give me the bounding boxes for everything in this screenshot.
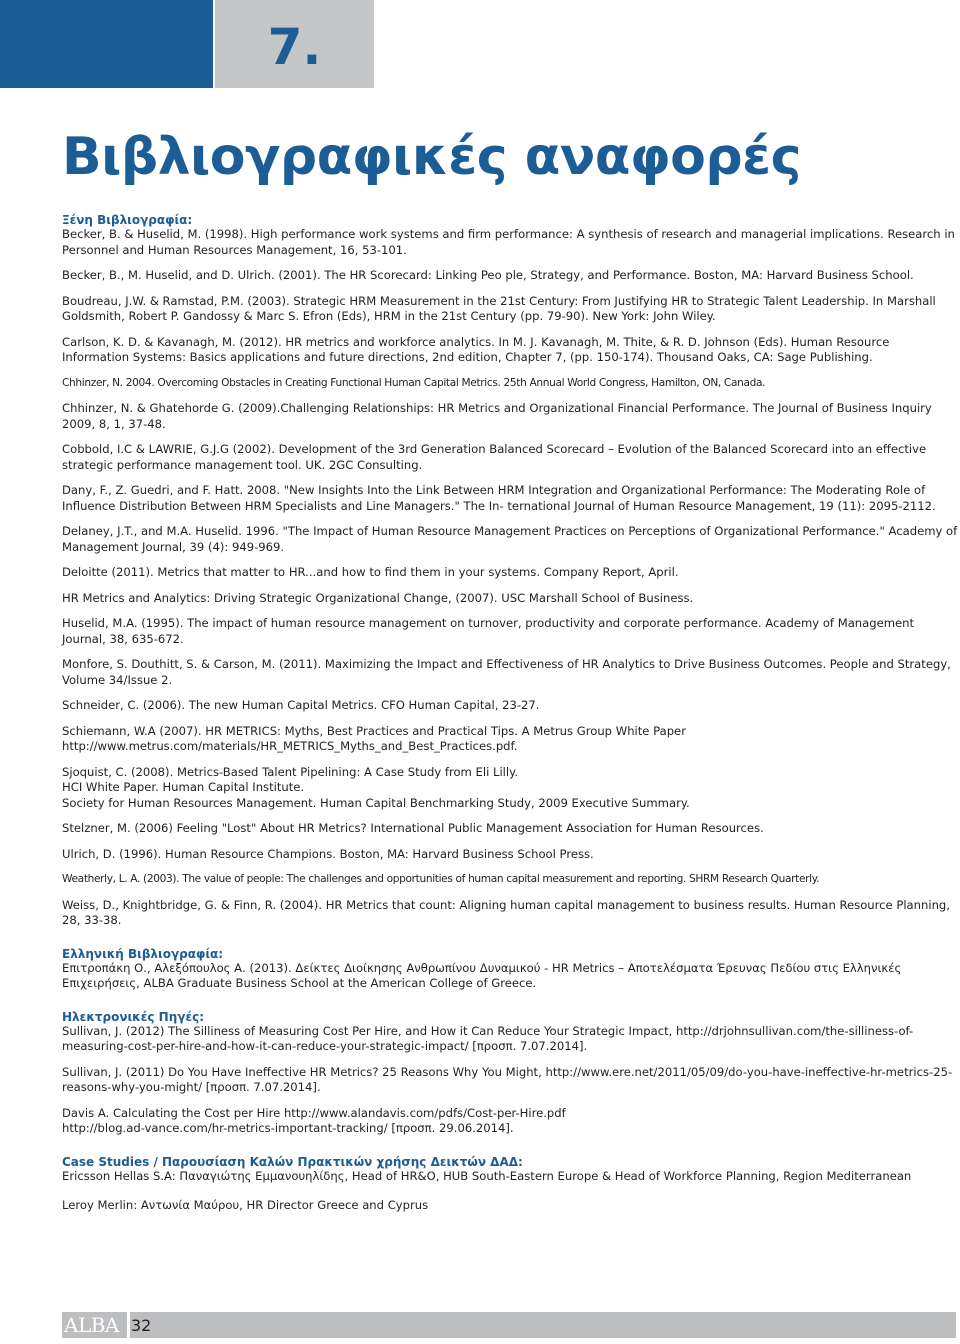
reference-item: Boudreau, J.W. & Ramstad, P.M. (2003). Strategic HRM Measurement in the 21st Century: From Justifying HR to Strategic Talent Leadership. In Marshall Goldsmith, Robert P. Gandossy & Marc S. Efron (Eds), HRM in the 21st Century (pp. 79-90). New York: John Wiley. [62, 293, 936, 323]
section-heading: Ελληνική Βιβλιογραφία: [62, 946, 224, 961]
reference-item: Επιτροπάκη Ο., Αλεξόπουλος Α. (2013). Δείκτες Διοίκησης Ανθρωπίνου Δυναμικού - HR Metrics – Αποτελέσματα Έρευνας Πεδίου στις Ελληνικές Επιχειρήσεις, ALBA Graduate Business School at the American College of Greece. [62, 960, 902, 990]
section-greek-bibliography [62, 947, 958, 992]
reference-item: Sullivan, J. (2011) Do You Have Ineffective HR Metrics? 25 Reasons Why You Might, http://www.ere.net/2011/05/09/do-you-have-ineffective-hr-metrics-25-reasons-why-you-might/ [προσπ. 7.07.2014]. [62, 1064, 953, 1094]
page-number: 32 [131, 1315, 152, 1335]
reference-item: Chhinzer, N. 2004. Overcoming Obstacles in Creating Functional Human Capital Metrics. 25th Annual World Congress, Hamilton, ON, Canada. [62, 376, 766, 389]
reference-item: Davis A. Calculating the Cost per Hire http://www.alandavis.com/pdfs/Cost-per-Hire.pdf [62, 1105, 566, 1120]
reference-item: Ericsson Hellas S.A: Παναγιώτης Εμμανουηλίδης, Head of HR&O, HUB South-Eastern Europe & Head of Workforce Planning, Region Mediterranean [62, 1168, 912, 1183]
section-heading: Ηλεκτρονικές Πηγές: [62, 1009, 205, 1024]
reference-item: Schiemann, W.A (2007). HR METRICS: Myths, Best Practices and Practical Tips. A Metrus Group White Paper http://www.metrus.com/materials/HR_METRICS_Myths_and_Best_Practices.pdf. [62, 723, 686, 753]
reference-item: Deloitte (2011). Metrics that matter to HR...and how to find them in your systems. Company Report, April. [62, 565, 679, 579]
reference-item: HCI White Paper. Human Capital Institute. [62, 780, 305, 794]
section-heading: Case Studies / Παρουσίαση Καλών Πρακτικών χρήσης Δεικτών ΔΑΔ: [62, 1154, 523, 1169]
alba-logo: ALBA [64, 1313, 119, 1337]
reference-item: Dany, F., Z. Guedri, and F. Hatt. 2008. "New Insights Into the Link Between HRM Integration and Organizational Performance: The Moderating Role of Influence Distribution Between HRM Specialists and Line Managers." The In- ternational Journal of Human Resource Management, 19 (11): 2095-2112. [62, 483, 936, 513]
reference-item: Sjoquist, C. (2008). Metrics-Based Talent Pipelining: A Case Study from Eli Lilly. [62, 764, 519, 779]
reference-item: Society for Human Resources Management. Human Capital Benchmarking Study, 2009 Executive Summary. [62, 795, 690, 810]
reference-item: Schneider, C. (2006). The new Human Capital Metrics. CFO Human Capital, 23-27. [62, 698, 540, 712]
reference-item: Stelzner, M. (2006) Feeling "Lost" About HR Metrics? International Public Management Association for Human Resources. [62, 821, 764, 835]
reference-item: http://blog.ad-vance.com/hr-metrics-important-tracking/ [προσπ. 29.06.2014]. [62, 1121, 514, 1135]
reference-item: Becker, B. & Huselid, M. (1998). High performance work systems and firm performance: A synthesis of research and managerial implications. Research in Personnel and Human Resources Management, 16, 53-101. [62, 227, 955, 257]
chapter-number: 7. [267, 18, 322, 76]
footer-bar [62, 1312, 956, 1338]
reference-item: Cobbold, I.C & LAWRIE, G.J.G (2002). Development of the 3rd Generation Balanced Scorecard – Evolution of the Balanced Scorecard into an effective strategic performance management tool. UK. 2GC Consulting. [62, 442, 927, 472]
reference-item: Leroy Merlin: Αντωνία Μαύρου, HR Director Greece and Cyprus [62, 1198, 429, 1212]
reference-item: Delaney, J.T., and M.A. Huselid. 1996. "The Impact of Human Resource Management Practices on Perceptions of Organizational Performance." Academy of Management Journal, 39 (4): 949-969. [62, 524, 958, 554]
reference-item: Sullivan, J. (2012) The Silliness of Measuring Cost Per Hire, and How it Can Reduce Your Strategic Impact, http://drjohnsullivan.com/the-silliness-of-measuring-cost-per-hire-and-how-it-can-reduce-your-strategic-impact/ [προσπ. 7.07.2014]. [62, 1023, 914, 1053]
reference-item: Monfore, S. Douthitt, S. & Carson, M. (2011). Maximizing the Impact and Effectiveness of HR Analytics to Drive Business Outcomes. People and Strategy, Volume 34/Issue 2. [62, 657, 951, 687]
reference-item: Ulrich, D. (1996). Human Resource Champions. Boston, MA: Harvard Business School Press. [62, 846, 594, 861]
reference-item: Carlson, K. D. & Kavanagh, M. (2012). HR metrics and workforce analytics. In M. J. Kavanagh, M. Thite, & R. D. Johnson (Eds). Human Resource Information Systems: Basics applications and future directions, 2nd edition, Chapter 7, (pp. 150-174). Thousand Oaks, CA: Sage Publishing. [62, 334, 890, 364]
reference-item: Weatherly, L. A. (2003). The value of people: The challenges and opportunities of human capital measurement and reporting. SHRM Research Quarterly. [62, 873, 820, 885]
footer-separator [127, 1312, 130, 1338]
section-foreign-bibliography [62, 213, 958, 929]
section-electronic-sources [62, 1010, 958, 1137]
section-case-studies [62, 1155, 958, 1214]
references-content [62, 213, 958, 1232]
reference-item: Huselid, M.A. (1995). The impact of human resource management on turnover, productivity and corporate performance. Academy of Management Journal, 38, 635-672. [62, 616, 915, 646]
header-blue-block [0, 0, 213, 88]
reference-item: Becker, B., M. Huselid, and D. Ulrich. (2001). The HR Scorecard: Linking Peo ple, Strategy, and Performance. Boston, MA: Harvard Business School. [62, 268, 914, 282]
page-title: Βιβλιογραφικές αναφορές [62, 127, 801, 187]
reference-item: Weiss, D., Knightbridge, G. & Finn, R. (2004). HR Metrics that count: Aligning human capital management to business results. Human Resource Planning, 28, 33-38. [62, 897, 950, 927]
reference-item: Chhinzer, N. & Ghatehorde G. (2009).Challenging Relationships: HR Metrics and Organizational Financial Performance. The Journal of Business Inquiry 2009, 8, 1, 37-48. [62, 401, 932, 431]
reference-item: HR Metrics and Analytics: Driving Strategic Organizational Change, (2007). USC Marshall School of Business. [62, 590, 694, 605]
section-heading: Ξένη Βιβλιογραφία: [62, 213, 193, 227]
